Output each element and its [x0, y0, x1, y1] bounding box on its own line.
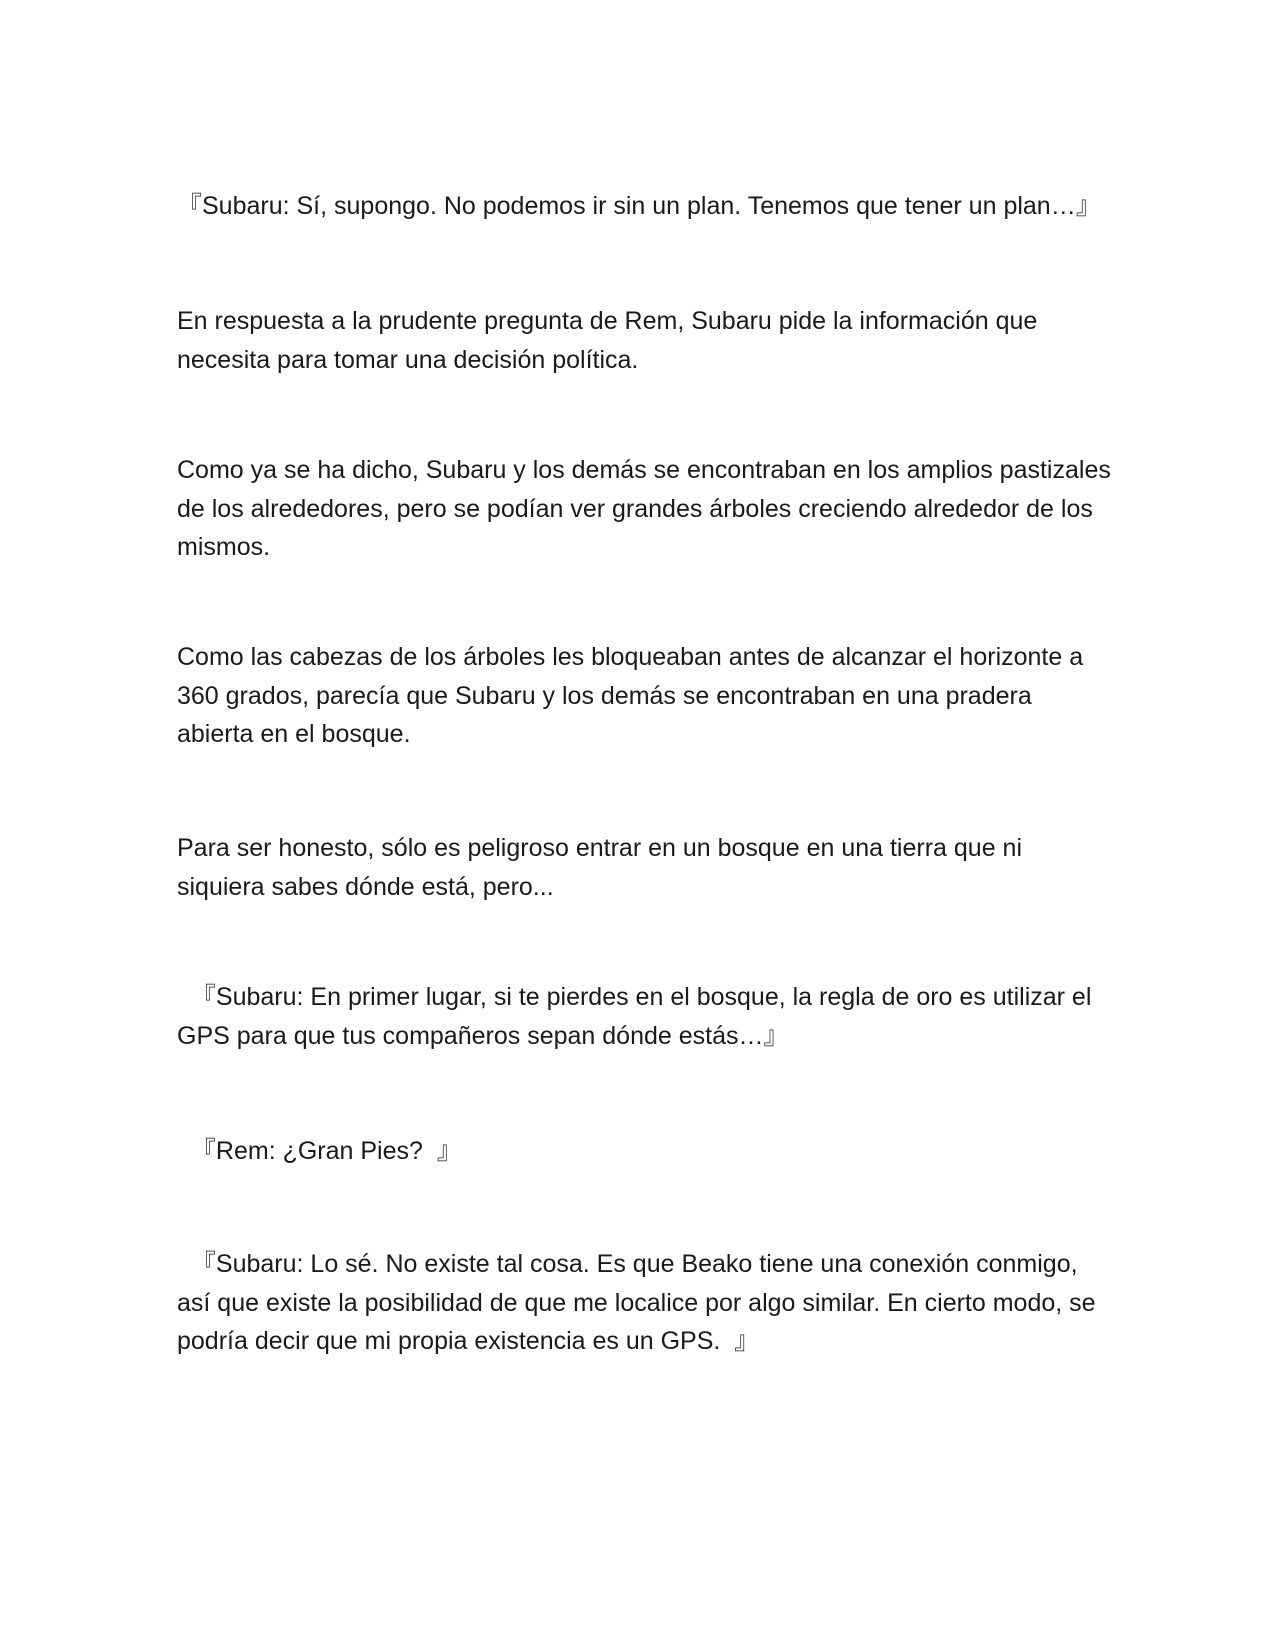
dialogue-rem: 『Rem: ¿Gran Pies? 』 [177, 1137, 462, 1165]
narration-paragraph: Como ya se ha dicho, Subaru y los demás se encontraban en los amplios pastizales de los alrededores, pero se podían ver grandes árboles creciendo alrededor de los mismos. [177, 456, 1118, 561]
narration-paragraph: Para ser honesto, sólo es peligroso entrar en un bosque en una tierra que ni siquiera sabes dónde está, pero... [177, 834, 1029, 901]
narration-paragraph: Como las cabezas de los árboles les bloqueaban antes de alcanzar el horizonte a 360 grados, parecía que Subaru y los demás se encontraban en una pradera abierta en el bosque. [177, 643, 1091, 748]
dialogue-subaru-beako: 『Subaru: Lo sé. No existe tal cosa. Es que Beako tiene una conexión conmigo, así que existe la posibilidad de que me localice por algo similar. En cierto modo, se podría decir que mi propia existencia es un GPS. 』 [177, 1250, 1103, 1355]
dialogue-subaru-gps: 『Subaru: En primer lugar, si te pierdes en el bosque, la regla de oro es utilizar el GPS para que tus compañeros sepan dónde estás…』 [177, 983, 1099, 1050]
dialogue-subaru-plan: 『Subaru: Sí, supongo. No podemos ir sin un plan. Tenemos que tener un plan…』 [177, 153, 1101, 220]
narration-paragraph: En respuesta a la prudente pregunta de Rem, Subaru pide la información que necesita para tomar una decisión política. [177, 307, 1045, 374]
